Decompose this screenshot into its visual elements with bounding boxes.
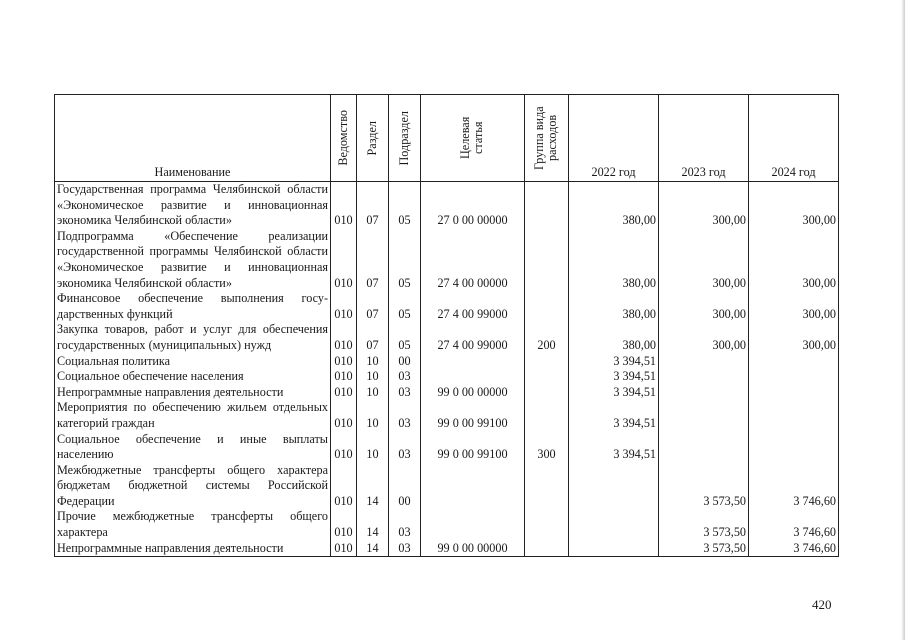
header-razdel-label: Раздел xyxy=(365,120,379,156)
row-name: Социальное обеспечение и иные выплаты населению xyxy=(55,432,331,463)
row-amount-2022: 380,00 xyxy=(569,322,659,353)
row-name: Непрограммные направления деятельности xyxy=(55,385,331,401)
header-vedomstvo xyxy=(331,95,357,182)
row-name: Непрограммные направления деятельности xyxy=(55,541,331,557)
row-name: Социальная политика xyxy=(55,354,331,370)
row-target-article: 27 4 00 99000 xyxy=(421,322,525,353)
row-amount-2024: 300,00 xyxy=(749,182,839,229)
row-podrazdel: 03 xyxy=(389,509,421,540)
row-amount-2023 xyxy=(659,385,749,401)
row-target-article: 27 4 00 99000 xyxy=(421,291,525,322)
row-vedomstvo: 010 xyxy=(331,463,357,510)
row-name: Закупка товаров, работ и услуг для обеспечения государственных (муниципальных) нужд xyxy=(55,322,331,353)
row-expense-group xyxy=(525,400,569,431)
header-row xyxy=(55,95,839,182)
row-vedomstvo: 010 xyxy=(331,541,357,557)
row-vedomstvo: 010 xyxy=(331,182,357,229)
row-razdel: 10 xyxy=(357,432,389,463)
row-razdel: 07 xyxy=(357,229,389,291)
row-amount-2023: 300,00 xyxy=(659,291,749,322)
row-amount-2022: 3 394,51 xyxy=(569,432,659,463)
row-name: Социальное обеспечение населения xyxy=(55,369,331,385)
row-razdel: 07 xyxy=(357,291,389,322)
row-expense-group: 200 xyxy=(525,322,569,353)
row-vedomstvo: 010 xyxy=(331,400,357,431)
row-target-article: 99 0 00 99100 xyxy=(421,400,525,431)
row-amount-2022: 3 394,51 xyxy=(569,354,659,370)
row-razdel: 10 xyxy=(357,385,389,401)
row-razdel: 10 xyxy=(357,354,389,370)
row-expense-group xyxy=(525,463,569,510)
table-row xyxy=(55,291,839,322)
row-amount-2022 xyxy=(569,509,659,540)
row-target-article xyxy=(421,369,525,385)
row-razdel: 07 xyxy=(357,322,389,353)
row-amount-2024 xyxy=(749,432,839,463)
row-amount-2022: 380,00 xyxy=(569,291,659,322)
row-vedomstvo: 010 xyxy=(331,354,357,370)
scan-edge-shadow xyxy=(901,0,905,640)
row-amount-2022 xyxy=(569,463,659,510)
row-amount-2024 xyxy=(749,369,839,385)
table-row xyxy=(55,400,839,431)
row-podrazdel: 03 xyxy=(389,432,421,463)
row-podrazdel: 03 xyxy=(389,541,421,557)
row-amount-2023: 300,00 xyxy=(659,229,749,291)
row-podrazdel: 03 xyxy=(389,369,421,385)
row-amount-2023 xyxy=(659,432,749,463)
row-name: Подпрограмма «Обеспечение реализации государственной программы Челябинской области «Экономическое развитие и инновационная экономика Челябинской области» xyxy=(55,229,331,291)
row-expense-group xyxy=(525,369,569,385)
row-vedomstvo: 010 xyxy=(331,322,357,353)
row-amount-2024 xyxy=(749,354,839,370)
row-podrazdel: 00 xyxy=(389,354,421,370)
table-row xyxy=(55,369,839,385)
row-name: Межбюджетные трансферты общего характера бюджетам бюджетной системы Российской Федерации xyxy=(55,463,331,510)
table-row xyxy=(55,354,839,370)
row-amount-2022: 3 394,51 xyxy=(569,400,659,431)
row-razdel: 14 xyxy=(357,463,389,510)
header-year-2022: 2022 год xyxy=(569,95,659,182)
row-name: Государственная программа Челябинской области «Экономическое развитие и инновационная экономика Челябинской области» xyxy=(55,182,331,229)
row-podrazdel: 00 xyxy=(389,463,421,510)
row-amount-2023: 300,00 xyxy=(659,322,749,353)
row-amount-2024: 3 746,60 xyxy=(749,541,839,557)
header-expense-group-label: Группа вида расходов xyxy=(531,106,559,170)
row-podrazdel: 03 xyxy=(389,400,421,431)
row-amount-2023: 3 573,50 xyxy=(659,541,749,557)
row-amount-2024: 300,00 xyxy=(749,322,839,353)
row-razdel: 07 xyxy=(357,182,389,229)
row-vedomstvo: 010 xyxy=(331,369,357,385)
header-year-2023: 2023 год xyxy=(659,95,749,182)
row-amount-2022: 3 394,51 xyxy=(569,369,659,385)
row-amount-2024 xyxy=(749,400,839,431)
row-amount-2023: 300,00 xyxy=(659,182,749,229)
row-podrazdel: 05 xyxy=(389,291,421,322)
row-podrazdel: 05 xyxy=(389,182,421,229)
table-row xyxy=(55,509,839,540)
row-amount-2022: 380,00 xyxy=(569,229,659,291)
row-expense-group xyxy=(525,385,569,401)
row-target-article: 27 0 00 00000 xyxy=(421,182,525,229)
row-amount-2022: 3 394,51 xyxy=(569,385,659,401)
row-amount-2023 xyxy=(659,354,749,370)
row-razdel: 14 xyxy=(357,541,389,557)
budget-table xyxy=(54,94,839,557)
page-number: 420 xyxy=(812,597,832,612)
table-body xyxy=(55,182,839,557)
row-target-article xyxy=(421,509,525,540)
row-amount-2024: 3 746,60 xyxy=(749,463,839,510)
row-razdel: 10 xyxy=(357,369,389,385)
row-vedomstvo: 010 xyxy=(331,385,357,401)
row-expense-group xyxy=(525,541,569,557)
table-row xyxy=(55,463,839,510)
row-amount-2023: 3 573,50 xyxy=(659,463,749,510)
header-year-2024: 2024 год xyxy=(749,95,839,182)
row-vedomstvo: 010 xyxy=(331,229,357,291)
header-name: Наименование xyxy=(55,95,331,182)
row-amount-2024: 3 746,60 xyxy=(749,509,839,540)
row-target-article xyxy=(421,354,525,370)
row-target-article: 99 0 00 00000 xyxy=(421,541,525,557)
row-target-article: 27 4 00 00000 xyxy=(421,229,525,291)
row-name: Прочие межбюджетные трансферты общего характера xyxy=(55,509,331,540)
row-amount-2023 xyxy=(659,369,749,385)
row-amount-2022 xyxy=(569,541,659,557)
table-row xyxy=(55,182,839,229)
table-row xyxy=(55,432,839,463)
row-podrazdel: 03 xyxy=(389,385,421,401)
row-razdel: 10 xyxy=(357,400,389,431)
row-expense-group xyxy=(525,229,569,291)
header-target-article xyxy=(421,95,525,182)
row-expense-group xyxy=(525,509,569,540)
row-name: Мероприятия по обеспечению жильем отдельных категорий граждан xyxy=(55,400,331,431)
header-vedomstvo-label: Ведомство xyxy=(336,110,350,166)
row-amount-2023: 3 573,50 xyxy=(659,509,749,540)
row-razdel: 14 xyxy=(357,509,389,540)
row-podrazdel: 05 xyxy=(389,322,421,353)
table-row xyxy=(55,229,839,291)
row-expense-group xyxy=(525,354,569,370)
row-amount-2024: 300,00 xyxy=(749,291,839,322)
row-vedomstvo: 010 xyxy=(331,432,357,463)
row-amount-2024 xyxy=(749,385,839,401)
row-amount-2023 xyxy=(659,400,749,431)
table-row xyxy=(55,385,839,401)
row-expense-group xyxy=(525,291,569,322)
row-target-article xyxy=(421,463,525,510)
table-row xyxy=(55,322,839,353)
row-vedomstvo: 010 xyxy=(331,291,357,322)
row-amount-2024: 300,00 xyxy=(749,229,839,291)
row-target-article: 99 0 00 00000 xyxy=(421,385,525,401)
row-expense-group xyxy=(525,182,569,229)
header-expense-group xyxy=(525,95,569,182)
table-row xyxy=(55,541,839,557)
header-podrazdel xyxy=(389,95,421,182)
header-target-article-label: Целевая статья xyxy=(457,116,485,160)
header-razdel xyxy=(357,95,389,182)
row-expense-group: 300 xyxy=(525,432,569,463)
row-podrazdel: 05 xyxy=(389,229,421,291)
row-target-article: 99 0 00 99100 xyxy=(421,432,525,463)
row-amount-2022: 380,00 xyxy=(569,182,659,229)
row-vedomstvo: 010 xyxy=(331,509,357,540)
row-name: Финансовое обеспечение выполнения государственных функций xyxy=(55,291,331,322)
header-podrazdel-label: Подраздел xyxy=(397,110,411,166)
